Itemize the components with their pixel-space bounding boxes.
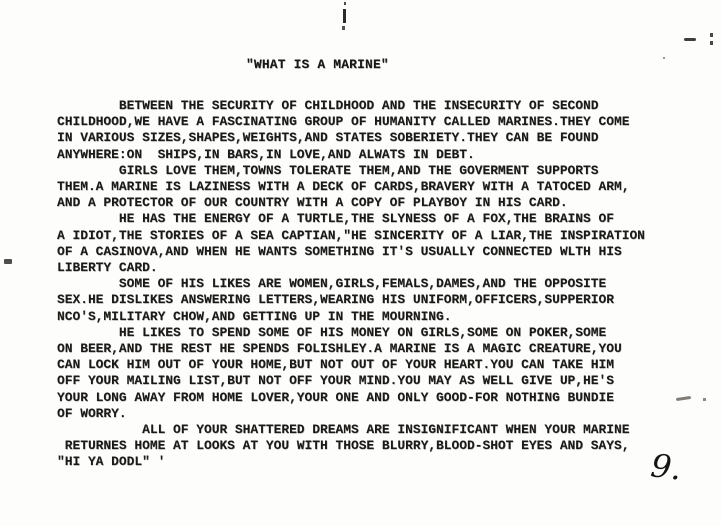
text-line: HE HAS THE ENERGY OF A TURTLE,THE SLYNESS OF A FOX,THE BRAINS OF <box>57 211 614 227</box>
text-line: NCO'S,MILITARY CHOW,AND GETTING UP IN THE MOURNING. <box>57 308 452 324</box>
text-line: THEM.A MARINE IS LAZINESS WITH A DECK OF CARDS,BRAVERY WITH A TATOCED ARM, <box>57 179 630 195</box>
document-title: "WHAT IS A MARINE" <box>246 57 389 72</box>
text-line: CAN LOCK HIM OUT OF YOUR HOME,BUT NOT OUT OF YOUR HEART.YOU CAN TAKE HIM <box>57 357 614 373</box>
text-line: IN VARIOUS SIZES,SHAPES,WEIGHTS,AND STATES SOBERIETY.THEY CAN BE FOUND <box>57 130 599 146</box>
text-line: ALL OF YOUR SHATTERED DREAMS ARE INSIGNIFICANT WHEN YOUR MARINE <box>57 422 630 438</box>
text-line: BETWEEN THE SECURITY OF CHILDHOOD AND THE INSECURITY OF SECOND <box>57 98 599 113</box>
scan-mark-left-speck <box>4 259 12 264</box>
text-line: CHILDHOOD,WE HAVE A FASCINATING GROUP OF HUMANITY CALLED MARINES.THEY COME <box>57 114 630 130</box>
paragraph-2 <box>57 163 645 212</box>
document-body <box>57 98 645 471</box>
scan-mark-right-squiggle <box>676 396 691 401</box>
scan-mark-top-right-dot <box>710 33 713 37</box>
text-line: OF WORRY. <box>57 405 127 421</box>
paragraph-6 <box>57 422 645 471</box>
scan-mark-top-right-dash <box>684 38 696 41</box>
text-line: "HI YA DODL" ' <box>57 454 166 470</box>
scan-mark-top-right-dot <box>710 41 713 45</box>
text-line: A IDIOT,THE STORIES OF A SEA CAPTIAN,"HE SINCERITY OF A LIAR,THE INSPIRATION <box>57 227 645 243</box>
text-line: LIBERTY CARD. <box>57 260 158 276</box>
paragraph-1 <box>57 98 645 163</box>
text-line: GIRLS LOVE THEM,TOWNS TOLERATE THEM,AND THE GOVERMENT SUPPORTS <box>57 162 599 178</box>
text-line: SEX.HE DISLIKES ANSWERING LETTERS,WEARING HIS UNIFORM,OFFICERS,SUPPERIOR <box>57 292 614 308</box>
paragraph-4 <box>57 276 645 325</box>
handwritten-page-number: 9. <box>648 446 684 488</box>
text-line: RETURNES HOME AT LOOKS AT YOU WITH THOSE BLURRY,BLOOD-SHOT EYES AND SAYS, <box>57 438 630 454</box>
text-line: HE LIKES TO SPEND SOME OF HIS MONEY ON GIRLS,SOME ON POKER,SOME <box>57 324 607 340</box>
text-line: OF A CASINOVA,AND WHEN HE WANTS SOMETHING IT'S USUALLY CONNECTED WLTH HIS <box>57 243 622 259</box>
text-line: OFF YOUR MAILING LIST,BUT NOT OFF YOUR MIND.YOU MAY AS WELL GIVE UP,HE'S <box>57 373 614 389</box>
text-line: ON BEER,AND THE REST HE SPENDS FOLISHLEY.A MARINE IS A MAGIC CREATURE,YOU <box>57 341 622 357</box>
scan-mark-speck <box>703 398 706 401</box>
text-line: AND A PROTECTOR OF OUR COUNTRY WITH A COPY OF PLAYBOY IN HIS CARD. <box>57 195 568 211</box>
paragraph-3 <box>57 211 645 276</box>
scan-mark-top-center-tick <box>342 26 345 30</box>
scan-mark-top-center-dot <box>344 2 346 5</box>
paragraph-5 <box>57 325 645 422</box>
scan-mark-speck <box>663 57 665 59</box>
scan-mark-top-center-bar <box>343 9 346 23</box>
text-line: SOME OF HIS LIKES ARE WOMEN,GIRLS,FEMALS,DAMES,AND THE OPPOSITE <box>57 276 607 292</box>
text-line: ANYWHERE:ON SHIPS,IN BARS,IN LOVE,AND ALWATS IN DEBT. <box>57 146 475 162</box>
text-line: YOUR LONG AWAY FROM HOME LOVER,YOUR ONE AND ONLY GOOD-FOR NOTHING BUNDIE <box>57 389 614 405</box>
